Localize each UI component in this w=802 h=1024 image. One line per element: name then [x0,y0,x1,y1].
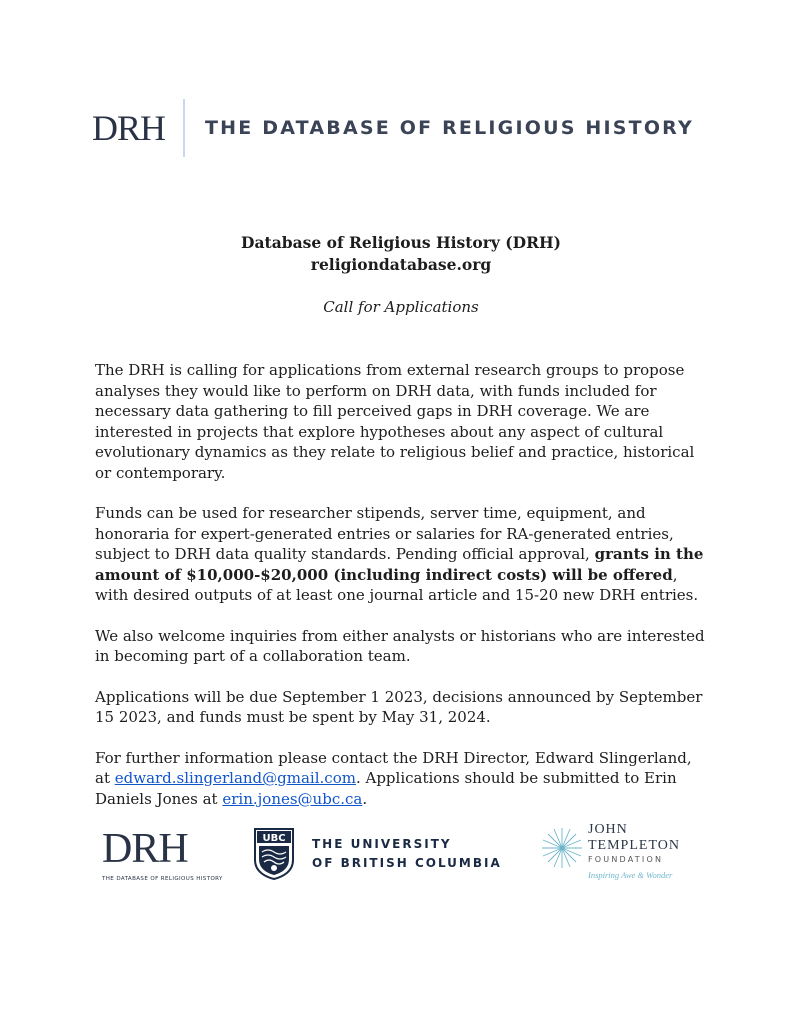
ubc-crest-icon [254,828,294,880]
templeton-logo [540,822,680,880]
ubc-logo [254,828,502,880]
paragraph-contact [95,748,710,810]
funds-text: Funds can be used for researcher stipends, server time, equipment, and honoraria for expert-generated entries or salaries for RA-generated entries, subject to DRH data quality standards. Pending official approval, [95,504,674,563]
footer-logos [0,820,802,890]
templeton-name-line2: TEMPLETON [588,838,680,853]
drh-logo: DRH [92,108,166,148]
templeton-wordmark [588,822,680,880]
grant-amount-text: grants in the amount of $10,000-$20,000 (including indirect costs) will be offered [95,545,704,584]
templeton-name-line1: JOHN [588,822,628,837]
contact-end: . [362,789,368,808]
director-email-link[interactable]: edward.slingerland@gmail.com [114,769,356,787]
templeton-star-icon [540,826,584,870]
page-header [92,98,694,158]
document-body [95,360,710,829]
footer-drh-logo [102,828,223,882]
title-block [0,232,802,316]
contact-text: For further information please contact the DRH Director, Edward Slingerland, at [95,748,692,787]
header-title: THE DATABASE OF RELIGIOUS HISTORY [205,117,694,139]
website-name: religiondatabase.org [310,255,492,274]
footer-drh-mark: DRH [102,826,188,872]
paragraph-inquiries: We also welcome inquiries from either analysts or historians who are interested in becoming part of a collaboration team. [95,626,705,665]
ubc-name-line2: OF BRITISH COLUMBIA [312,856,502,870]
paragraph-intro: The DRH is calling for applications from external research groups to propose analyses they would like to perform on DRH data, with funds included for necessary data gathering to fill perceived gaps in DRH coverage. We are interested in projects that explore hypotheses about any aspect of cultural evolutionary dynamics as they relate to religious belief and practice, historical or contemporary. [95,361,695,482]
ubc-name [312,835,502,873]
footer-drh-tagline: THE DATABASE OF RELIGIOUS HISTORY [102,876,223,882]
document-title: Database of Religious History (DRH) [241,233,561,252]
templeton-tagline: Inspiring Awe & Wonder [588,870,673,880]
outputs-text: , with desired outputs of at least one journal article and 15-20 new DRH entries. [95,565,699,604]
ubc-name-line1: THE UNIVERSITY [312,837,452,851]
submit-text: . Applications should be submitted to Erin Daniels Jones at [95,769,677,808]
paragraph-deadlines: Applications will be due September 1 2023, decisions announced by September 15 2023, and funds must be spent by May 31, 2024. [95,687,703,726]
paragraph-funds [95,503,710,606]
header-divider [183,99,185,157]
ubc-crest-text: UBC [262,833,286,844]
document-subtitle: Call for Applications [323,298,479,316]
submission-email-link[interactable]: erin.jones@ubc.ca [222,789,363,808]
templeton-foundation-label: FOUNDATION [588,855,664,864]
